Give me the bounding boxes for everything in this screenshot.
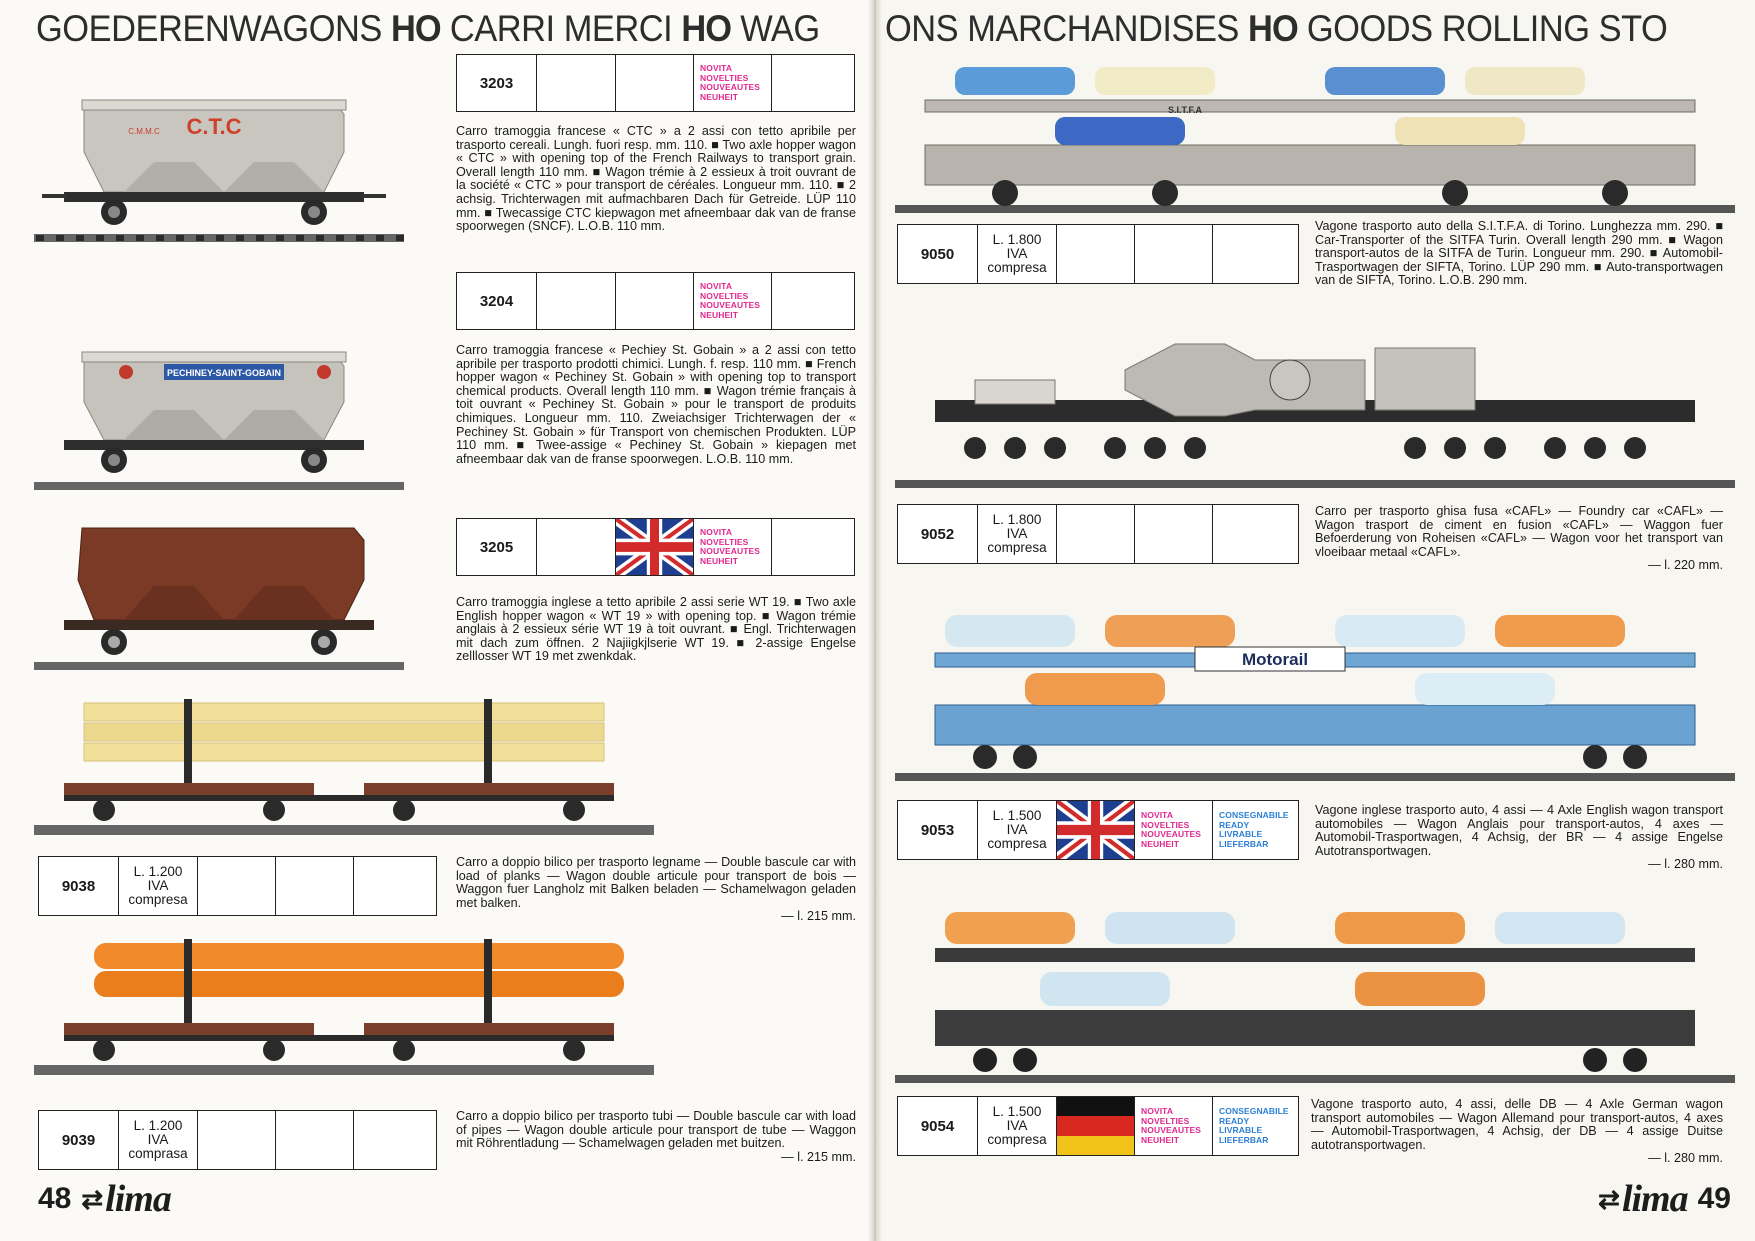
badge-line: NOVITA [1141,810,1174,820]
badge-line: NOVELTIES [1141,819,1190,830]
price-included: compresa [987,540,1047,555]
flag-france-icon [616,273,694,329]
empty-cell [1135,505,1213,563]
product-table-3203 [456,54,855,112]
price-included: compresa [987,1132,1047,1147]
product-table-9054 [897,1096,1299,1156]
badge-line: NEUHEIT [1141,838,1180,849]
product-description-9039 [456,1110,856,1164]
badge-line: NOVELTIES [700,72,749,83]
wagon-9039-image [34,935,654,1085]
header-wag: WAG [740,8,820,49]
badge-line: NOUVEAUTES [700,546,761,556]
product-description-3203: Carro tramoggia francese « CTC » a 2 assi con tetto apribile per trasporto cereali. Lungh. fuori resp. mm. 110. ■ Two axle hopper wagon « CTC » with opening top of the French Railways to transport grain. Overall length 110 mm. ■ Wagon trémie à 2 essieux à troit ouvrant de la société « CTC » pour transport de céréales. Longueur mm. 110. ■ 2 achsig. Trichterwagen mit aufmachbaren Dach für Getreide. LÜP 110 mm. ■ Twecassige CTC kiepwagon met afneembaar dak van de franse spoorwegen (SNCF). L.O.B. 110 mm. [456,124,856,234]
wagon-3204-label: PECHINEY-SAINT-GOBAIN [166,368,282,378]
product-code: 3204 [457,273,537,329]
price-included: compresa [128,892,188,907]
wagon-9038-image [34,695,654,845]
product-code: 9050 [898,225,978,283]
product-code: 3205 [457,519,537,575]
novelty-badge [694,273,772,329]
price-vat: IVA [1006,1118,1028,1133]
length-text: — l. 280 mm. [1648,1151,1723,1166]
length-text: — l. 280 mm. [1648,857,1723,872]
header-carri-merci: CARRI MERCI [449,8,673,49]
badge-line: CONSEGNABILE [1219,1106,1289,1116]
price-value: L. 1.500 [992,1104,1042,1119]
badge-line: READY [1219,819,1250,830]
page-gutter [868,0,882,1241]
price-cell [978,225,1057,283]
header-ons-marchandises: ONS MARCHANDISES [885,8,1239,49]
wagon-9050-image [895,55,1735,215]
header-ho: HO [681,8,732,49]
price-value: L. 1.800 [992,232,1042,247]
wagon-3204-image [34,340,404,495]
price-cell [119,1111,198,1169]
badge-line: NEUHEIT [1141,1134,1180,1145]
product-description-9052 [1315,505,1723,573]
lima-logo [1598,1177,1687,1221]
novelty-badge [1135,801,1213,859]
ready-badge [1213,801,1298,859]
catalog-page-left [0,0,875,1241]
catalog-page-right [875,0,1755,1241]
badge-line: NOVITA [700,527,733,537]
badge-line: CONSEGNABILE [1219,810,1289,820]
flag-france-icon [616,55,694,111]
description-text: Vagone trasporto auto, 4 assi, delle DB — 4 Axle German wagon transport automobiles — Wagon Allemand pour transport-autos, 4 axes — Automobil-Trasportwagen, 4 Achsig, der DB — 4 assige Duitse autotransportwagen. [1311,1097,1723,1152]
badge-line: NOUVEAUTES [1141,829,1202,839]
product-code: 9054 [898,1097,978,1155]
badge-line: LIVRABLE [1219,829,1263,839]
wagon-3203-sub-label: C.M.M.C [128,127,160,136]
price-cell [978,1097,1057,1155]
lima-wordmark: lima [105,1178,171,1220]
price-vat: IVA [147,878,169,893]
price-cell-empty [537,55,616,111]
length-text: — l. 220 mm. [1648,558,1723,573]
header-ho: HO [391,8,441,49]
price-included: compresa [987,836,1047,851]
price-value: L. 1.200 [133,1118,183,1133]
badge-line: NOVELTIES [1141,1115,1190,1126]
lima-logo [81,1177,170,1221]
description-text: Carro a doppio bilico per trasporto tubi — Double bascule car with load of pipes — Wagon double articule pour transport de tube — Waggon mit Röhrentladung — Schamelwagen geladen met buitzen. [456,1109,856,1151]
product-description-9053 [1315,804,1723,872]
wagon-3205-image [34,520,404,675]
page-footer-left [38,1177,171,1221]
lima-arrows-icon: ⇄ [81,1183,104,1214]
length-text: — l. 215 mm. [781,909,856,924]
description-text: Carro a doppio bilico per trasporto legname — Double bascule car with load of planks — Wagon double articule pour transport de bois — Waggon fuer Langholz mit Balken beladen — Schamelwagon geladen met balken. [456,855,856,910]
price-cell-empty [537,519,616,575]
price-vat: IVA [147,1132,169,1147]
price-cell [978,505,1057,563]
lima-arrows-icon: ⇄ [1598,1183,1620,1214]
empty-cell [276,857,354,915]
wagon-9052-image [895,330,1735,490]
badge-line: LIVRABLE [1219,1125,1263,1135]
empty-cell [276,1111,354,1169]
flag-italy-icon [198,857,276,915]
badge-line: NEUHEIT [700,91,739,102]
page-number: 48 [38,1182,72,1215]
badge-line: LIEFERBAR [1219,838,1269,849]
flag-germany-icon [1057,1097,1135,1155]
badge-line: NEUHEIT [700,555,739,566]
price-included: comprasa [128,1146,188,1161]
product-table-9038 [38,856,437,916]
page-number: 49 [1697,1182,1731,1215]
price-vat: IVA [1006,526,1028,541]
flag-uk-icon [616,519,694,575]
empty-cell [1213,225,1298,283]
badge-line: NOUVEAUTES [1141,1125,1202,1135]
empty-cell [354,857,436,915]
page-header-left [36,6,820,52]
empty-cell [772,519,854,575]
length-text: — l. 215 mm. [781,1149,856,1164]
badge-line: NOVITA [700,281,733,291]
ready-badge [1213,1097,1298,1155]
page-header-right [885,6,1667,52]
header-ho: HO [1248,8,1298,49]
empty-cell [1135,225,1213,283]
price-value: L. 1.800 [992,512,1042,527]
product-code: 9052 [898,505,978,563]
wagon-3203-label: C.T.C [186,114,242,139]
product-table-9050 [897,224,1299,284]
product-code: 9038 [39,857,119,915]
price-cell [978,801,1057,859]
badge-line: NOVELTIES [700,290,749,301]
lima-wordmark: lima [1621,1178,1688,1220]
product-description-3204: Carro tramoggia francese « Pechiey St. Gobain » a 2 assi con tetto apribile per trasporto prodotti chimici. Lungh. f. resp. 110 mm. ■ French hopper wagon « Pechiney St. Gobain » with opening top to transport chemical products. Overall length 110 mm. ■ Wagon trémie français à toit ouvrant « Pechiney St. Gobain » pour le transport de produits chimiques. Longueur mm. 110. Zweiachsiger Trichterwagen der « Pechiney St. Gobain » für Transport von chemischen Produkten. LÜP 110 mm. ■ Twee-assige « Pechiney St. Gobain » kiepagen met afneembaar dak van de franse spoorwegen. L.O.B. 110 mm. [456,343,856,466]
flag-italy-icon [198,1111,276,1169]
price-included: compresa [987,260,1047,275]
header-goederenwagons: GOEDERENWAGONS [36,8,382,49]
empty-cell [1213,505,1298,563]
wagon-9053-image [895,605,1735,785]
price-vat: IVA [1006,246,1028,261]
product-code: 9053 [898,801,978,859]
product-description-3205: Carro tramoggia inglese a tetto apribile 2 assi serie WT 19. ■ Two axle English hopper wagon « WT 19 » with opening top. ■ Wagon trémie anglais à 2 essieux série WT 19 à toit ouvrant. ■ Engl. Trichterwagen mit dach zum öffnen. 2 Najiigkjlserie WT 19. ■ 2-assige Engelse zelllosser WT 19 met zwenkdak. [456,595,856,664]
badge-line: NEUHEIT [700,309,739,320]
description-text: Carro per trasporto ghisa fusa «CAFL» — Foundry car «CAFL» — Wagon trasport de ciment en fusion «CAFL» — Waggon fuer Befoerderung von Roheisen «CAFL» — Wagon voor het transport van vloeibaar metaal «CAFL». [1315,504,1723,559]
badge-line: NOVELTIES [700,536,749,547]
price-cell [119,857,198,915]
empty-cell [772,273,854,329]
novelty-badge [1135,1097,1213,1155]
product-table-9052 [897,504,1299,564]
badge-line: LIEFERBAR [1219,1134,1269,1145]
wagon-9054-image [895,900,1735,1090]
novelty-badge [694,519,772,575]
product-description-9054 [1311,1098,1723,1166]
header-goods-rolling-sto: GOODS ROLLING STO [1306,8,1668,49]
product-code: 9039 [39,1111,119,1169]
flag-france-icon [1057,505,1135,563]
badge-line: READY [1219,1115,1250,1126]
product-table-9039 [38,1110,437,1170]
flag-uk-icon [1057,801,1135,859]
product-table-3204 [456,272,855,330]
novelty-badge [694,55,772,111]
product-description-9050: Vagone trasporto auto della S.I.T.F.A. di Torino. Lunghezza mm. 290. ■ Car-Transporter of the SITFA Turin. Overall length 290 mm. ■ Wagon transport-autos de la SITFA de Turin. Longueur mm. 290. ■ Automobil-Trasportwagen der SIFTA, Torino. LÜP 290 mm. ■ Auto-transportwagen van de SIFTA, Torino. L.O.B. 290 mm. [1315,219,1723,288]
product-code: 3203 [457,55,537,111]
description-text: Vagone inglese trasporto auto, 4 assi — 4 Axle English wagon transport automobiles — Wagon Anglais pour transport-autos, 4 axes — Automobil-Trasportwagen, 4 Achsig, der BR — 4 assige Engelse Autotransportwagen. [1315,803,1723,858]
badge-line: NOVITA [700,63,733,73]
flag-italy-icon [1057,225,1135,283]
empty-cell [354,1111,436,1169]
wagon-9053-label: Motorail [1241,650,1309,669]
price-value: L. 1.200 [133,864,183,879]
product-table-9053 [897,800,1299,860]
price-cell-empty [537,273,616,329]
empty-cell [772,55,854,111]
product-description-9038 [456,856,856,924]
badge-line: NOUVEAUTES [700,300,761,310]
badge-line: NOVITA [1141,1106,1174,1116]
price-vat: IVA [1006,822,1028,837]
badge-line: NOUVEAUTES [700,82,761,92]
wagon-9050-label: S.I.T.F.A [1167,105,1203,115]
wagon-3203-image [34,92,404,247]
product-table-3205 [456,518,855,576]
price-value: L. 1.500 [992,808,1042,823]
page-footer-right [1598,1177,1731,1221]
